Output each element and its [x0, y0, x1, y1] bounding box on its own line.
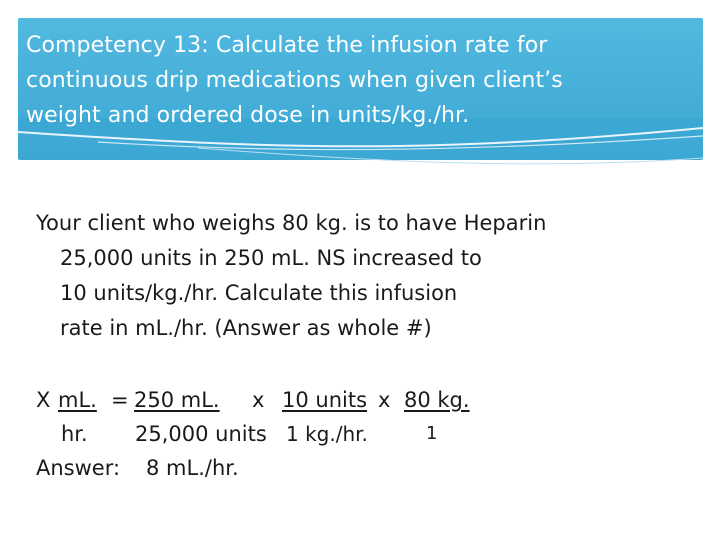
problem-line: Your client who weighs 80 kg. is to have Heparin — [36, 211, 547, 235]
title-line: weight and ordered dose in units/kg./hr. — [26, 103, 470, 128]
fraction1-denominator: 25,000 units — [135, 422, 267, 446]
multiply-sign: x — [378, 388, 391, 412]
title-line: Competency 13: Calculate the infusion rate for — [26, 33, 548, 58]
slide-title — [26, 28, 696, 133]
fraction2-numerator: 10 units — [282, 388, 368, 412]
answer-value: 8 mL./hr. — [146, 456, 239, 480]
title-line: continuous drip medications when given client’s — [26, 68, 563, 93]
equals-sign: = — [111, 388, 129, 412]
fraction3-numerator: 80 kg. — [404, 388, 470, 412]
fraction3-denominator: 1 — [426, 423, 438, 444]
lhs-numerator: mL. — [58, 388, 97, 412]
lhs-variable: X — [36, 388, 51, 412]
problem-line: rate in mL./hr. (Answer as whole #) — [60, 316, 432, 340]
multiply-sign: x — [252, 388, 265, 412]
problem-line: 25,000 units in 250 mL. NS increased to — [60, 246, 482, 270]
answer-label: Answer: — [36, 456, 121, 480]
problem-statement — [36, 206, 686, 346]
fraction2-denominator: 1 kg./hr. — [286, 422, 368, 446]
lhs-denominator: hr. — [61, 422, 88, 446]
fraction1-numerator: 250 mL. — [134, 388, 220, 412]
problem-line: 10 units/kg./hr. Calculate this infusion — [60, 281, 458, 305]
